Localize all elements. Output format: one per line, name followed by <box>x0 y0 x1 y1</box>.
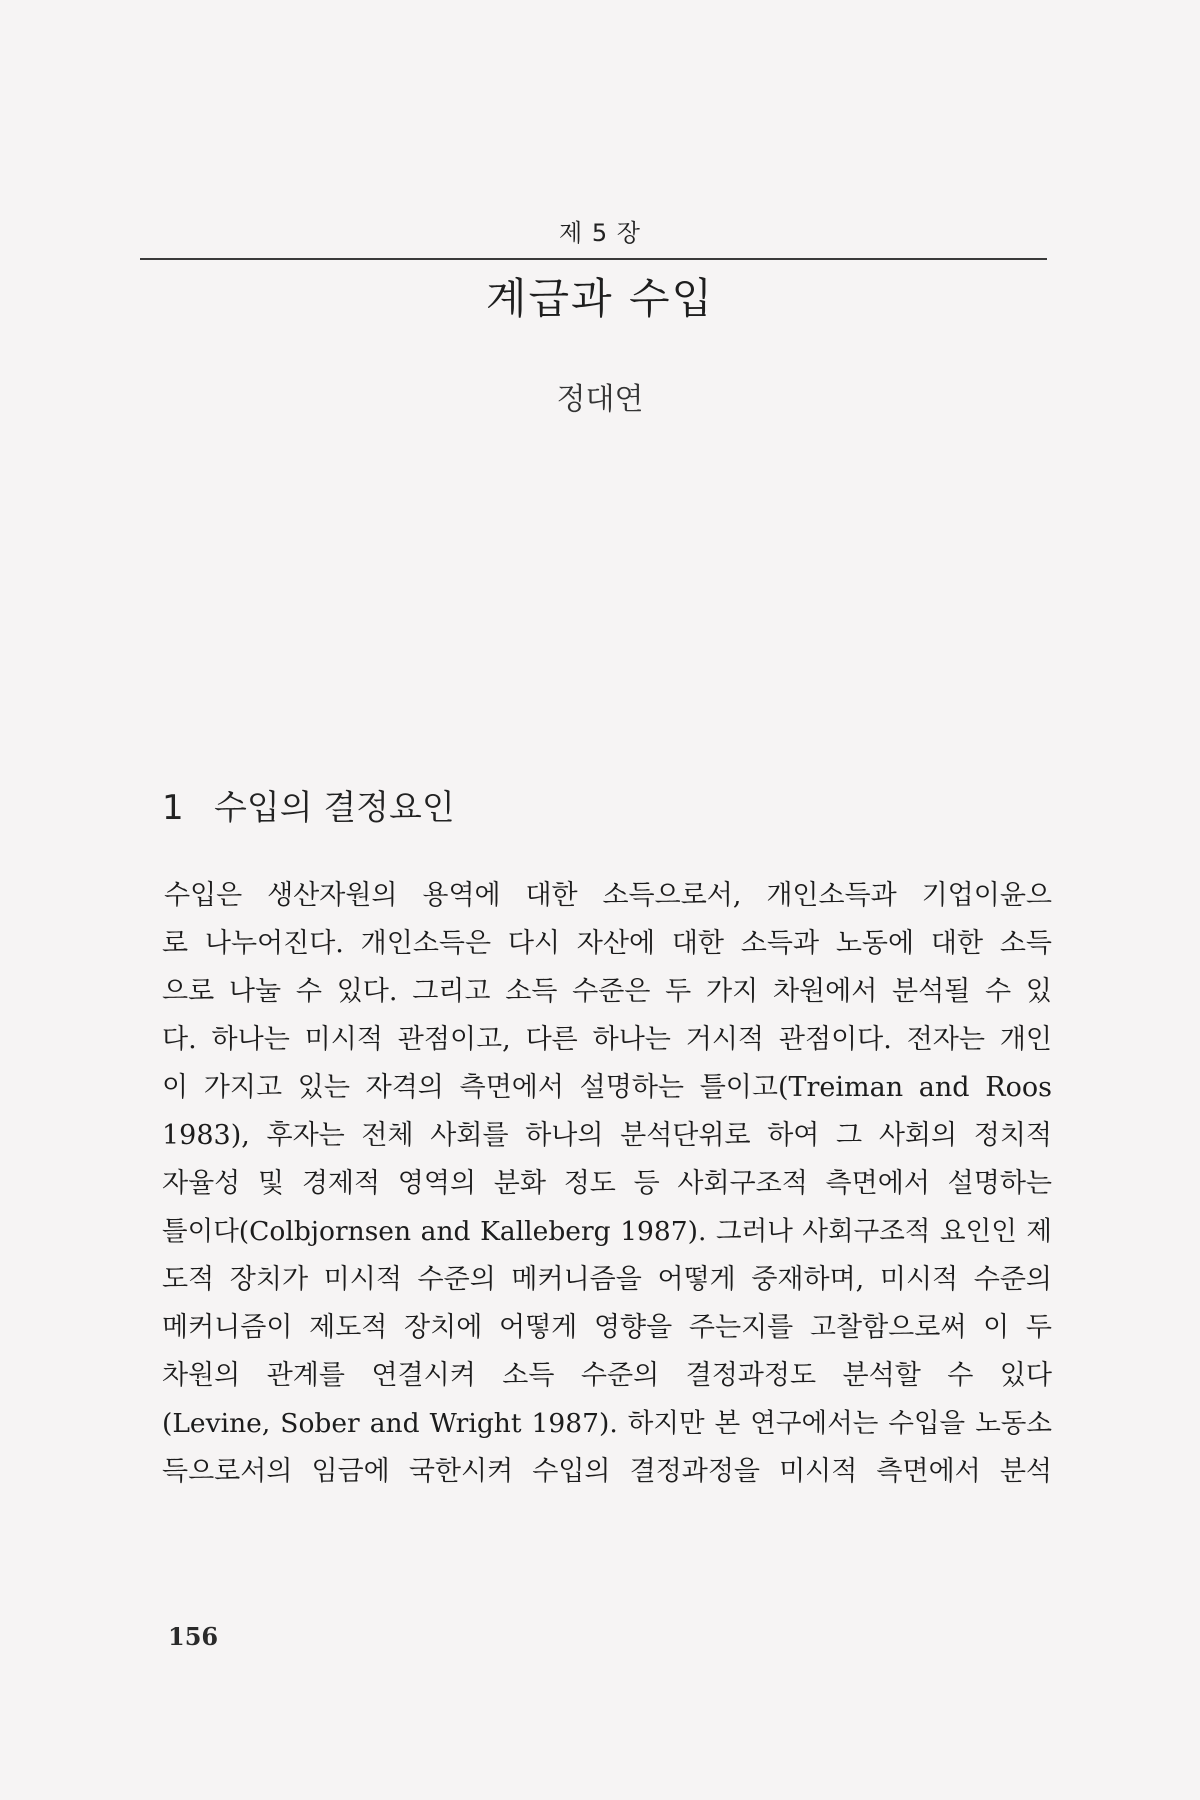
body-line: 득으로서의 임금에 국한시켜 수입의 결정과정을 미시적 측면에서 분석 <box>162 1456 1052 1487</box>
page-number: 156 <box>168 1622 219 1651</box>
section-number: 1 <box>162 788 184 828</box>
section-heading <box>162 780 455 829</box>
chapter-title: 계급과 수입 <box>485 274 715 323</box>
body-line: 틀이다(Colbjornsen and Kalleberg 1987). 그러나 사회구조적 요인인 제 <box>162 1216 1052 1247</box>
chapter-label: 제 5 장 <box>559 219 641 247</box>
body-line: 수입은 생산자원의 용역에 대한 소득으로서, 개인소득과 기업이윤으 <box>164 880 1052 911</box>
body-line: 로 나누어진다. 개인소득은 다시 자산에 대한 소득과 노동에 대한 소득 <box>162 928 1052 959</box>
body-line: 이 가지고 있는 자격의 측면에서 설명하는 틀이고(Treiman and Roos <box>162 1072 1052 1103</box>
body-paragraph <box>162 872 1052 1496</box>
body-line: 차원의 관계를 연결시켜 소득 수준의 결정과정도 분석할 수 있다 <box>162 1360 1052 1391</box>
body-line: 메커니즘이 제도적 장치에 어떻게 영향을 주는지를 고찰함으로써 이 두 <box>162 1312 1052 1343</box>
section-title: 수입의 결정요인 <box>214 788 455 828</box>
body-line: 도적 장치가 미시적 수준의 메커니즘을 어떻게 중재하며, 미시적 수준의 <box>162 1264 1052 1295</box>
body-line: 으로 나눌 수 있다. 그리고 소득 수준은 두 가지 차원에서 분석될 수 있 <box>162 976 1052 1007</box>
chapter-divider <box>140 258 1047 260</box>
body-line: (Levine, Sober and Wright 1987). 하지만 본 연구에서는 수입을 노동소 <box>162 1408 1052 1439</box>
body-line: 다. 하나는 미시적 관점이고, 다른 하나는 거시적 관점이다. 전자는 개인 <box>162 1024 1052 1055</box>
author-name: 정대연 <box>556 382 644 417</box>
body-line: 1983), 후자는 전체 사회를 하나의 분석단위로 하여 그 사회의 정치적 <box>162 1120 1052 1151</box>
body-line: 자율성 및 경제적 영역의 분화 정도 등 사회구조적 측면에서 설명하는 <box>162 1168 1052 1199</box>
